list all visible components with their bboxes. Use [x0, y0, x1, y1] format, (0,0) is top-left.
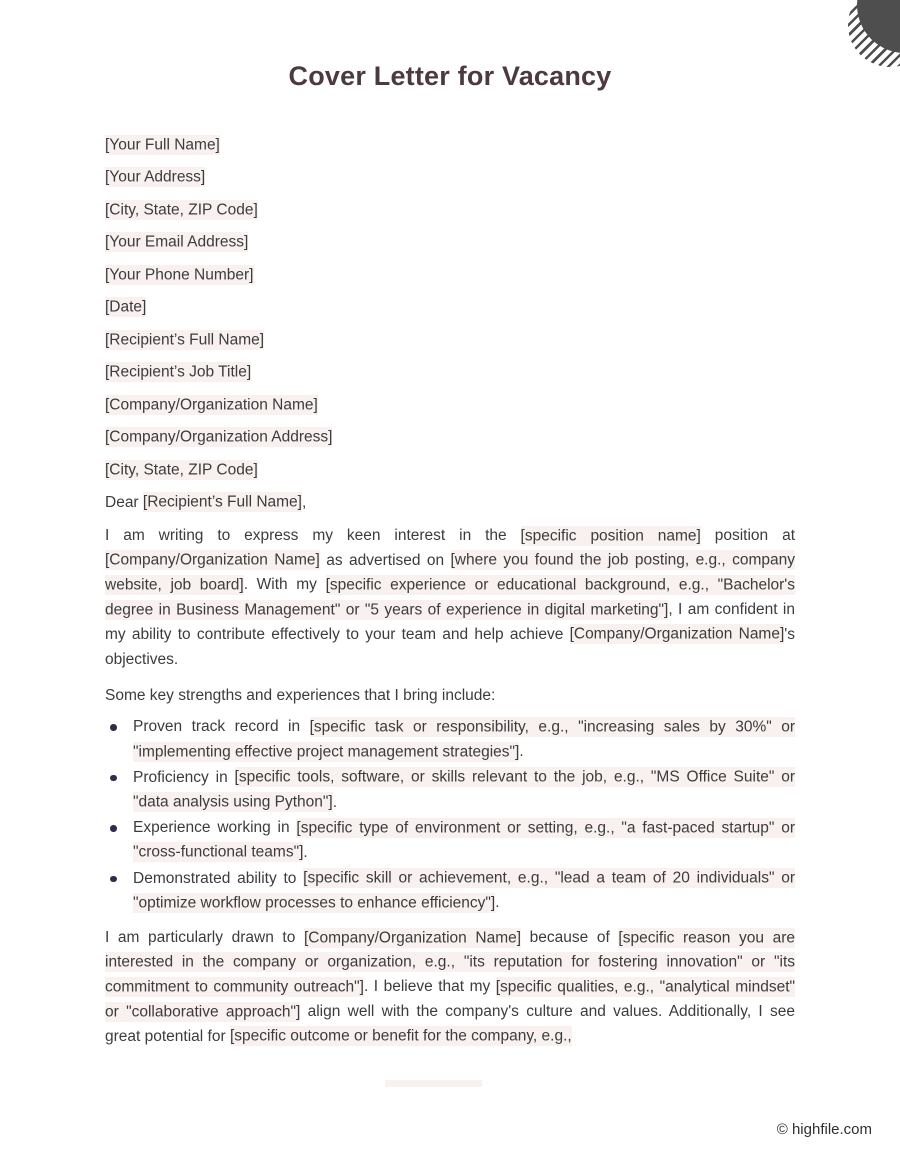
text-run: I am particularly drawn to	[105, 929, 304, 947]
address-line	[105, 394, 795, 415]
bullet-text	[133, 767, 795, 812]
text-run: Proficiency in	[133, 768, 235, 786]
text-run: , I am confident in my ability to contribute effectively to your team and help achieve	[105, 601, 795, 643]
placeholder-highlight: [specific outcome or benefit for the company, e.g.,	[229, 1027, 572, 1045]
text-run: Dear	[105, 493, 143, 511]
strengths-intro: Some key strengths and experiences that I bring include:	[105, 686, 496, 704]
placeholder-highlight: [specific experience or educational background, e.g., "Bachelor's degree in Business Management" or "5 years of experience in digital marketing"]	[105, 576, 796, 619]
text-run: Experience working in	[133, 819, 297, 837]
placeholder-highlight: [Your Phone Number]	[105, 266, 254, 283]
text-run: position at	[700, 527, 795, 544]
truncated-line-highlight	[385, 1080, 482, 1087]
strength-bullet-item	[133, 766, 795, 815]
placeholder-highlight: [specific type of environment or setting, e.g., "a fast-paced startup" or "cross-functional teams"]	[133, 819, 795, 861]
bullet-text	[133, 818, 795, 863]
placeholder-highlight: [Company/Organization Name]	[303, 929, 522, 947]
address-line	[105, 459, 795, 480]
address-line	[105, 167, 795, 188]
text-run: I am writing to express my keen interest in the	[105, 527, 521, 544]
closing-paragraph	[105, 926, 795, 1050]
placeholder-highlight: [Your Address]	[105, 168, 206, 186]
placeholder-highlight: [Company/Organization Name]	[105, 551, 320, 569]
text-run: as advertised on	[319, 551, 451, 569]
strength-bullet-item	[133, 715, 795, 764]
bullet-icon	[110, 724, 117, 731]
placeholder-highlight: [specific skill or achievement, e.g., "lead a team of 20 individuals" or "optimize workflow processes to enhance efficiency"]	[133, 869, 795, 912]
bullet-text	[133, 717, 795, 762]
salutation	[105, 492, 795, 513]
recipient-block	[105, 329, 795, 480]
strength-bullet-item	[133, 816, 795, 865]
placeholder-highlight: [City, State, ZIP Code]	[105, 201, 258, 218]
bullet-icon	[110, 876, 117, 883]
text-run: 's objectives.	[105, 625, 795, 668]
placeholder-highlight: [specific position name]	[520, 527, 701, 544]
placeholder-highlight: [Company/Organization Name]	[569, 625, 785, 643]
footer-credit: © highfile.com	[776, 1121, 872, 1138]
placeholder-highlight: [Your Full Name]	[105, 136, 220, 153]
bullet-icon	[110, 775, 117, 782]
address-line	[105, 199, 795, 220]
placeholder-highlight: [specific qualities, e.g., "analytical mindset" or "collaborative approach"]	[105, 978, 796, 1021]
address-line	[105, 362, 795, 383]
sender-block	[105, 134, 795, 285]
text-run: Proven track record in	[133, 718, 310, 736]
placeholder-highlight: [Recipient’s Job Title]	[105, 363, 252, 381]
placeholder-highlight: [City, State, ZIP Code]	[105, 461, 258, 478]
text-run: Demonstrated ability to	[133, 869, 304, 887]
date-placeholder-highlight: [Date]	[105, 298, 147, 316]
letter-body	[0, 134, 900, 1050]
placeholder-highlight: [specific reason you are interested in the company or organization, e.g., "its reputation for fostering innovation" or "its commitment to community outreach"]	[105, 929, 795, 996]
page-title: Cover Letter for Vacancy	[288, 61, 612, 91]
address-line	[105, 329, 795, 350]
date-line	[105, 297, 795, 318]
address-line	[105, 264, 795, 285]
placeholder-highlight: [Your Email Address]	[105, 233, 249, 251]
placeholder-highlight: [specific task or responsibility, e.g., "increasing sales by 30%" or "implementing effective project management strategies"]	[133, 718, 795, 761]
placeholder-highlight: [Company/Organization Address]	[105, 428, 333, 446]
text-run: .	[495, 894, 500, 912]
bullet-text	[133, 868, 795, 913]
placeholder-highlight: [specific tools, software, or skills relevant to the job, e.g., "MS Office Suite" or "data analysis using Python"]	[133, 768, 796, 811]
address-line	[105, 232, 795, 253]
placeholder-highlight: [where you found the job posting, e.g., company website, job board]	[105, 551, 795, 594]
intro-paragraph	[105, 524, 795, 672]
placeholder-highlight: [Recipient’s Full Name]	[142, 493, 302, 511]
text-run: . With my	[243, 576, 326, 594]
placeholder-highlight: [Recipient’s Full Name]	[105, 331, 265, 348]
text-run: .	[332, 793, 338, 811]
text-run: . I believe that my	[363, 978, 496, 996]
text-run: ,	[302, 493, 307, 511]
text-run: .	[519, 743, 524, 761]
placeholder-highlight: [Company/Organization Name]	[105, 396, 318, 413]
bullet-icon	[110, 825, 117, 832]
address-line	[105, 427, 795, 448]
text-run: align well with the company's culture and values. Additionally, I see great potential for	[105, 1003, 795, 1045]
address-line	[105, 134, 795, 155]
strengths-list	[105, 715, 795, 916]
text-run: .	[303, 843, 308, 861]
strength-bullet-item	[133, 867, 795, 916]
text-run: because of	[521, 929, 619, 947]
